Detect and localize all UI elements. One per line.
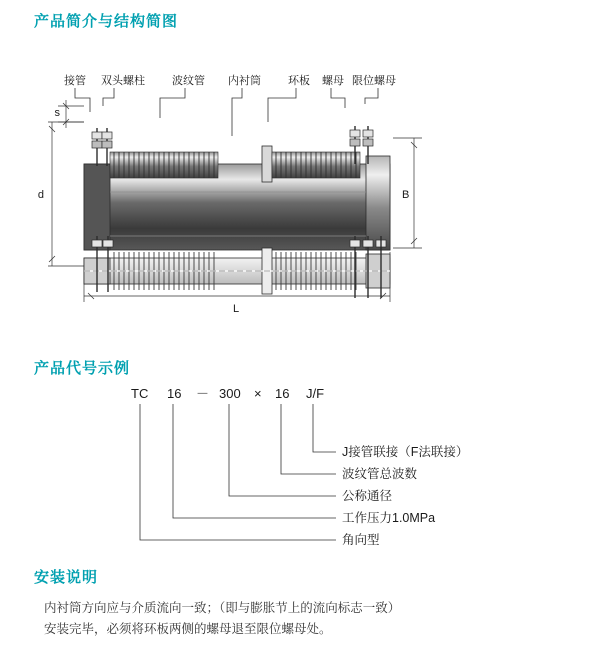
callout-label-1: 双头螺柱 [101,75,145,87]
stud-assembly-bottom-right [350,236,386,298]
stud-assembly-left [92,128,112,166]
code-tokens [131,386,324,401]
callout-leaders [75,88,378,136]
install-note-0: 内衬筒方向应与介质流向一致；（即与膨胀节上的流向标志一致） [44,601,401,615]
product-code-figure [0,378,600,558]
callout-label-0: 接管 [64,75,86,87]
callout-labels [64,73,396,87]
install-notes [44,598,564,640]
code-token-1: 16 [167,386,182,401]
code-label-0: J接管联接（F法联接） [342,445,469,459]
callout-label-2: 波纹管 [172,75,205,87]
upper-assembly [84,126,390,250]
structure-diagram-svg [0,40,600,340]
code-token-2: － [196,386,210,401]
code-labels [342,444,468,547]
callout-label-4: 环板 [288,75,310,87]
code-token-3: 300 [219,386,241,401]
install-note-1: 安装完毕，必须将环板两侧的螺母退至限位螺母处。 [44,622,332,636]
callout-label-5: 螺母 [322,75,344,87]
code-token-0: TC [131,386,149,401]
code-label-1: 波纹管总波数 [342,467,418,481]
code-token-4: × [254,386,262,401]
dim-label-s: s [54,107,60,119]
code-leaders [140,404,336,540]
code-token-5: 16 [275,386,290,401]
code-label-4: 角向型 [342,533,380,547]
dim-label-L: L [233,303,240,315]
section-title-code: 产品代号示例 [34,360,131,377]
callout-label-3: 内衬筒 [228,75,261,87]
section-title-install: 安装说明 [34,569,99,586]
code-label-3: 工作压力1.0MPa [342,511,436,525]
product-code-svg [0,378,600,558]
callout-label-6: 限位螺母 [352,75,396,87]
dim-label-d: d [37,189,44,201]
code-label-2: 公称通径 [342,489,393,503]
section-title-intro: 产品简介与结构简图 [34,13,179,30]
dim-label-B: B [402,189,410,201]
structure-diagram [0,40,600,340]
code-token-6: J/F [306,386,325,401]
